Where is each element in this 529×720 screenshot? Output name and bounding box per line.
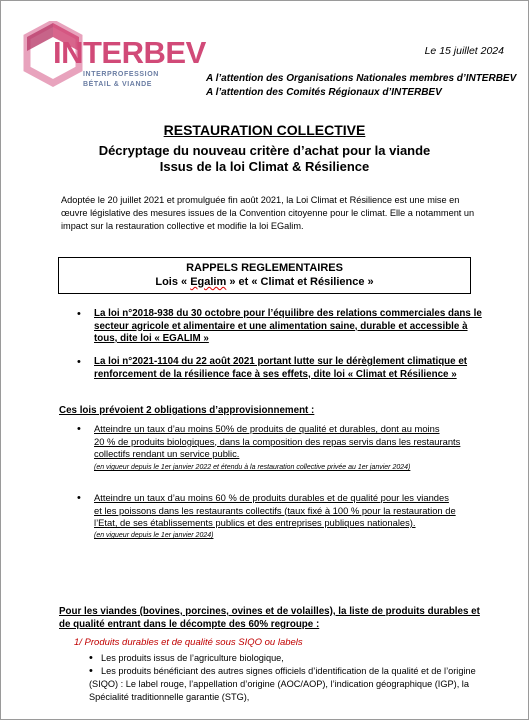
law-1-line-3: tous, dite loi « EGALIM » <box>94 333 209 344</box>
logo-tagline-1: INTERPROFESSION <box>83 71 159 78</box>
obligation-2-line-1: Atteindre un taux d’au moins 60 % de produits durables et de qualité pour les viandes <box>94 492 449 503</box>
intro-line-1: Adoptée le 20 juillet 2021 et promulguée fin août 2021, la Loi Climat et Résilience est une mise en <box>61 195 460 205</box>
law-2-line-1: La loi n°2021-1104 du 22 août 2021 portant lutte sur le dérèglement climatique et <box>94 356 468 367</box>
obligation-2-line-2: et les poissons dans les restaurants collectifs (taux fixé à 100 % pour la restauration de <box>94 504 456 516</box>
law-1-line-1: La loi n°2018-938 du 30 octobre pour l’équilibre des relations commerciales dans le <box>94 308 482 319</box>
meat-heading-line-2: de qualité entrant dans le décompte des 60% regroupe : <box>59 619 320 630</box>
law-item-2 <box>94 356 467 381</box>
obligation-1-note: (en vigueur depuis le 1er janvier 2022 et étendu à la restauration collective privée au 1er janvier 2024) <box>94 464 411 471</box>
intro-line-2: œuvre législative des mesures issues de la Convention citoyenne pour le climat. Elle a notamment un <box>61 208 475 218</box>
reminder-text-c: » et « Climat et Résilience » <box>226 276 374 288</box>
reminder-laws <box>59 275 470 289</box>
law-1-line-2: secteur agricole et alimentaire et une alimentation saine, durable et accessible à <box>94 320 468 332</box>
meat-item-2-line-2: (SIQO) : Le label rouge, l’appellation d’origine (AOC/AOP), l’indication géographique (IGP), la <box>89 679 469 689</box>
meat-heading-line-1: Pour les viandes (bovines, porcines, ovines et de volailles), la liste de produits durables et <box>59 606 480 617</box>
meat-item-2-line-3: Spécialité traditionnelle garantie (STG), <box>89 692 250 702</box>
logo-tagline-2: BÉTAIL & VIANDE <box>83 81 153 88</box>
obligation-1-line-2: 20 % de produits biologiques, dans la composition des repas servis dans les restaurants <box>94 435 461 447</box>
logo-wordmark: INTERBEV <box>53 35 206 70</box>
bullet-icon: • <box>89 665 93 677</box>
meat-item-2-line-1: Les produits bénéficiant des autres signes officiels d’identification de la qualité et de l’origine <box>101 666 476 676</box>
interbev-logo <box>23 21 206 91</box>
subtitle-line-1: Décryptage du nouveau critère d’achat pour la viande <box>98 143 431 158</box>
bullet-icon: • <box>77 423 81 435</box>
meat-heading <box>59 605 498 631</box>
subtitle-line-2: Issus de la loi Climat & Résilience <box>159 159 370 174</box>
letter-date: Le 15 juillet 2024 <box>424 45 504 57</box>
document-subtitle <box>1 143 528 175</box>
bullet-icon: • <box>89 652 93 664</box>
obligation-1-line-1: Atteindre un taux d’au moins 50% de produits de qualité et durables, dont au moins <box>94 423 440 434</box>
obligation-1 <box>94 423 460 461</box>
reminder-box <box>58 257 471 294</box>
bullet-icon: • <box>77 308 81 320</box>
reminder-text-a: Lois « <box>155 276 191 288</box>
law-item-1 <box>94 308 482 346</box>
obligation-2 <box>94 492 456 530</box>
meat-item-1: Les produits issus de l’agriculture biologique, <box>101 653 284 663</box>
reminder-text-egalim: Egalim <box>190 276 227 288</box>
bullet-icon: • <box>77 356 81 368</box>
intro-line-3: impact sur la restauration collective et modifie la loi EGalim. <box>61 221 304 231</box>
obligation-1-line-3: collectifs rendant un service public. <box>94 448 240 459</box>
document-title: RESTAURATION COLLECTIVE <box>163 122 366 138</box>
law-2-line-2: renforcement de la résilience face à ses effets, dite loi « Climat et Résilience » <box>94 368 457 380</box>
attention-line-1: A l’attention des Organisations Nationales membres d’INTERBEV <box>206 73 517 84</box>
bullet-icon: • <box>77 492 81 504</box>
obligation-2-line-3: l’Etat, de ses établissements publics et des entreprises publiques nationales). <box>94 517 416 528</box>
reminder-heading: RAPPELS REGLEMENTAIRES <box>186 262 343 274</box>
meat-subheading: 1/ Produits durables et de qualité sous SIQO ou labels <box>74 637 303 648</box>
attention-line-2: A l’attention des Comités Régionaux d’INTERBEV <box>206 87 442 98</box>
obligation-2-note: (en vigueur depuis le 1er janvier 2024) <box>94 532 214 539</box>
obligations-heading: Ces lois prévoient 2 obligations d’approvisionnement : <box>59 405 315 416</box>
intro-paragraph <box>61 194 496 233</box>
